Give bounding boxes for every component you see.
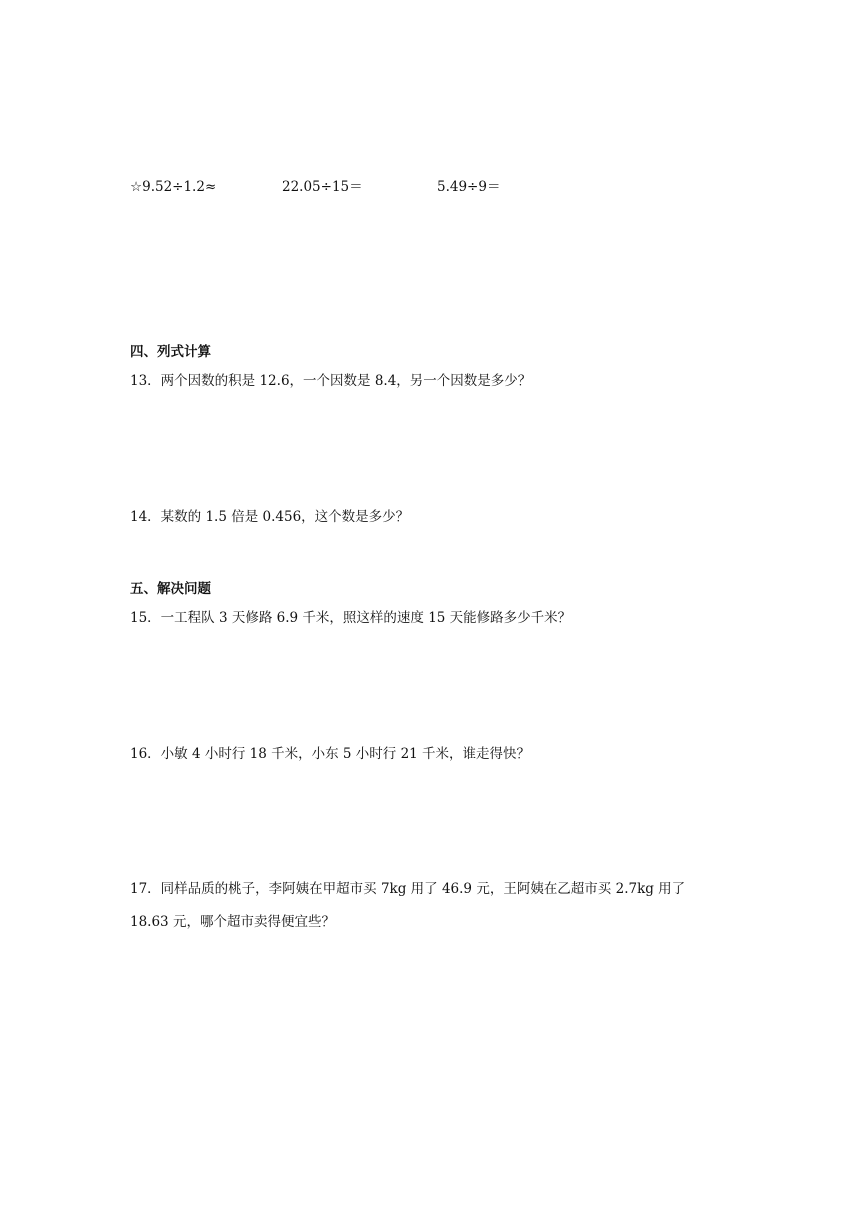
question-17-line-1: 17．同样品质的桃子，李阿姨在甲超市买 7kg 用了 46.9 元，王阿姨在乙超市买 2.7kg 用了 — [130, 881, 686, 897]
question-15: 15．一工程队 3 天修路 6.9 千米，照这样的速度 15 天能修路多少千米？ — [130, 610, 572, 626]
section-title-4: 四、列式计算 — [130, 344, 211, 360]
question-17-line-2: 18.63 元，哪个超市卖得便宜些？ — [130, 914, 335, 930]
question-14: 14．某数的 1.5 倍是 0.456，这个数是多少？ — [130, 509, 410, 525]
calc-item-2: 22.05÷15＝ — [282, 179, 363, 195]
question-13: 13．两个因数的积是 12.6，一个因数是 8.4，另一个因数是多少？ — [130, 373, 532, 389]
question-16: 16．小敏 4 小时行 18 千米，小东 5 小时行 21 千米，谁走得快？ — [130, 746, 531, 762]
calc-item-3: 5.49÷9＝ — [437, 179, 501, 195]
section-title-5: 五、解决问题 — [130, 581, 211, 597]
calc-item-1: ☆9.52÷1.2≈ — [130, 179, 217, 195]
